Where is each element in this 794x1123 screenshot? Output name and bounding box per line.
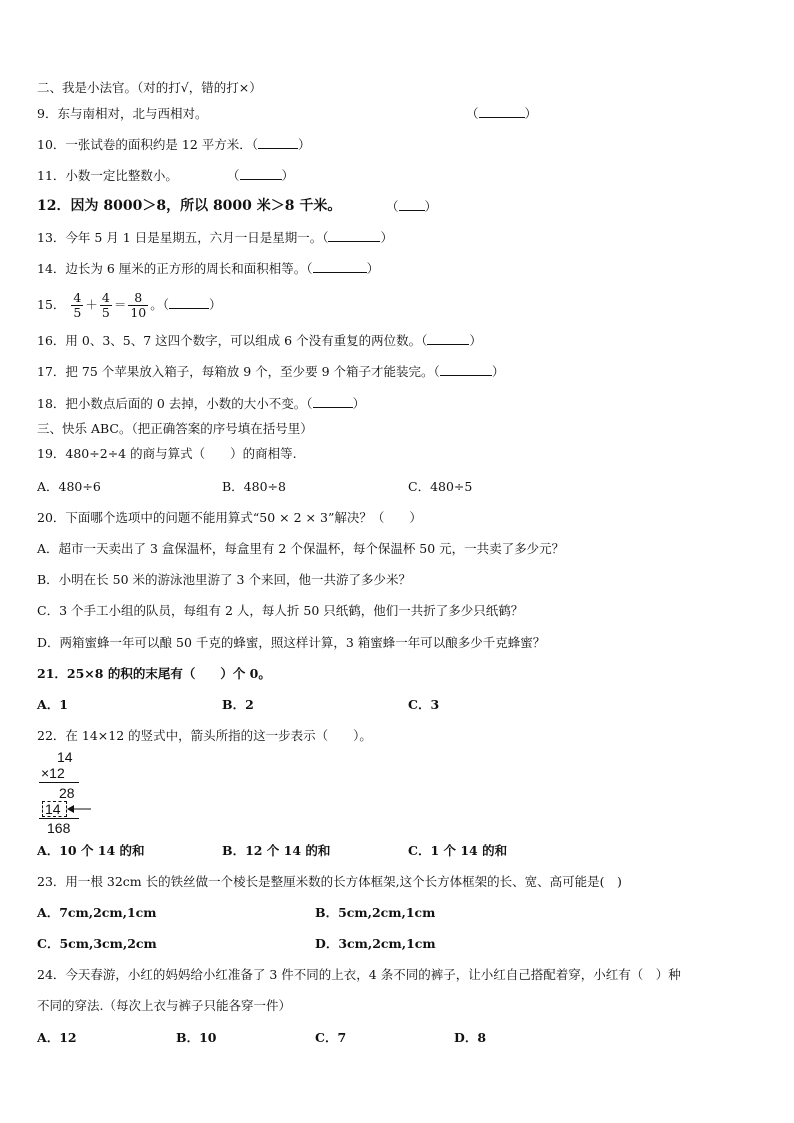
question-12 — [37, 198, 341, 214]
q24-option-d[interactable]: D．8 — [454, 1030, 487, 1045]
q18-body: 把小数点后面的 0 去掉，小数的大小不变。（ — [65, 396, 313, 411]
frac-c-denominator: 10 — [130, 305, 147, 320]
frac-b-denominator: 5 — [101, 305, 110, 320]
q19-option-a[interactable]: A．480÷6 — [37, 479, 101, 494]
partial-product-1: 28 — [59, 785, 75, 801]
q18-num: 18． — [37, 396, 66, 411]
fraction-8-10 — [128, 291, 148, 320]
q15-tail: 。（ — [150, 297, 169, 312]
q20-option-d[interactable]: D．两箱蜜蜂一年可以酿 50 千克的蜂蜜，照这样计算，3 箱蜜蜂一年可以酿多少千克蜂蜜？ — [37, 635, 546, 650]
q20-option-b[interactable]: B．小明在长 50 米的游泳池里游了 3 个来回，他一共游了多少米？ — [37, 572, 411, 587]
q24-option-b[interactable]: B．10 — [176, 1030, 217, 1045]
q14-body: 边长为 6 厘米的正方形的周长和面积相等。（ — [65, 261, 313, 276]
q17-blank[interactable] — [440, 364, 492, 376]
q12-body: 因为 8000＞8，所以 8000 米＞8 千米。 — [70, 198, 342, 214]
multiplicand: 14 — [57, 749, 73, 765]
q13-blank[interactable] — [328, 230, 380, 242]
question-13 — [37, 230, 393, 246]
q11-paren-open: （ — [227, 168, 240, 183]
q11-body: 小数一定比整数小。 — [65, 168, 178, 183]
q14-num: 14． — [37, 261, 66, 276]
section-2-heading: 二、我是小法官。（对的打√，错的打×） — [37, 80, 262, 95]
q24-option-c[interactable]: C．7 — [315, 1030, 347, 1045]
question-16 — [37, 333, 482, 349]
q9-answer-paren[interactable] — [466, 106, 537, 122]
equals-sign: ＝ — [113, 297, 127, 312]
q22-option-c[interactable]: C．1 个 14 的和 — [408, 843, 508, 858]
q12-blank[interactable] — [399, 199, 425, 211]
q10-paren-close: ） — [298, 137, 311, 152]
q16-num: 16． — [37, 333, 66, 348]
q18-blank[interactable] — [313, 396, 353, 408]
q22-option-a[interactable]: A．10 个 14 的和 — [37, 843, 145, 858]
question-14 — [37, 261, 379, 277]
q17-body: 把 75 个苹果放入箱子，每箱放 9 个，至少要 9 个箱子才能装完。（ — [65, 364, 440, 379]
final-product: 168 — [47, 820, 71, 836]
q22-option-b[interactable]: B．12 个 14 的和 — [222, 843, 331, 858]
question-24-stem-line2: 不同的穿法.（每次上衣与裤子只能各穿一件） — [37, 998, 291, 1013]
q13-body: 今年 5 月 1 日是星期五，六月一日是星期一。（ — [65, 230, 329, 245]
q15-paren-close: ） — [209, 297, 222, 312]
q11-num: 11． — [37, 168, 66, 183]
q12-paren-close: ） — [424, 199, 438, 214]
q13-paren-close: ） — [380, 230, 393, 245]
question-18 — [37, 396, 365, 412]
question-11 — [37, 168, 178, 184]
q23-option-c[interactable]: C．5cm,3cm,2cm — [37, 936, 157, 951]
q16-paren-close: ） — [469, 333, 482, 348]
frac-c-numerator: 8 — [128, 291, 148, 306]
q23-option-b[interactable]: B．5cm,2cm,1cm — [315, 905, 436, 920]
first-rule — [39, 782, 79, 783]
q9-paren-open: （ — [466, 106, 479, 121]
q16-blank[interactable] — [427, 333, 469, 345]
q20-option-a[interactable]: A．超市一天卖出了 3 盒保温杯，每盒里有 2 个保温杯，每个保温杯 50 元，一共卖了多少元？ — [37, 541, 565, 556]
question-15 — [37, 288, 222, 322]
fraction-4-5-b — [100, 291, 112, 320]
q11-blank[interactable] — [240, 168, 282, 180]
vertical-multiplication — [37, 750, 97, 836]
question-17 — [37, 364, 504, 380]
q17-num: 17． — [37, 364, 66, 379]
second-rule — [39, 818, 79, 819]
q12-paren-open: （ — [386, 199, 399, 214]
question-22-stem: 22．在 14×12 的竖式中，箭头所指的这一步表示（ ）。 — [37, 728, 372, 743]
partial-product-2: 14 — [45, 801, 61, 817]
q21-option-b[interactable]: B．2 — [222, 697, 254, 712]
q12-num: 12． — [37, 198, 71, 214]
frac-a-numerator: 4 — [73, 290, 82, 305]
q15-blank[interactable] — [169, 297, 209, 309]
q23-option-a[interactable]: A．7cm,2cm,1cm — [37, 905, 157, 920]
question-20-stem: 20．下面哪个选项中的问题不能用算式“50 × 2 × 3”解决？（ ） — [37, 510, 422, 525]
question-23-stem: 23．用一根 32cm 长的铁丝做一个棱长是整厘米数的长方体框架,这个长方体框架的长、宽、高可能是( ) — [37, 874, 622, 889]
section-3-heading: 三、快乐 ABC。（把正确答案的序号填在括号里） — [37, 421, 313, 436]
q18-paren-close: ） — [352, 396, 366, 411]
q11-paren-close: ） — [281, 168, 295, 183]
q24-option-a[interactable]: A．12 — [37, 1030, 77, 1045]
question-21-stem: 21．25×8 的积的末尾有（ ）个 0。 — [37, 666, 271, 681]
q21-option-c[interactable]: C．3 — [408, 697, 440, 712]
q11-answer-paren[interactable] — [227, 168, 294, 184]
question-24-stem-line1: 24．今天春游，小红的妈妈给小红准备了 3 件不同的上衣，4 条不同的裤子，让小红自己搭配着穿，小红有（ ）种 — [37, 967, 681, 982]
q19-option-b[interactable]: B．480÷8 — [222, 479, 286, 494]
q9-body: 东与南相对，北与西相对。 — [57, 106, 208, 121]
question-19-stem: 19．480÷2÷4 的商与算式（ ）的商相等. — [37, 446, 297, 461]
q16-body: 用 0、3、5、7 这四个数字，可以组成 6 个没有重复的两位数。（ — [65, 333, 428, 348]
q17-paren-close: ） — [491, 364, 505, 379]
q9-paren-close: ） — [524, 106, 538, 121]
q13-num: 13． — [37, 230, 66, 245]
q9-blank[interactable] — [479, 106, 525, 118]
q14-paren-close: ） — [366, 261, 380, 276]
q20-option-c[interactable]: C．3 个手工小组的队员，每组有 2 人，每人折 50 只纸鹤，他们一共折了多少只纸鹤？ — [37, 603, 524, 618]
frac-a-denominator: 5 — [73, 305, 82, 320]
q21-option-a[interactable]: A．1 — [37, 697, 68, 712]
arrow-left-icon — [67, 802, 91, 816]
frac-b-numerator: 4 — [101, 290, 110, 305]
q10-blank[interactable] — [258, 137, 298, 149]
q19-option-c[interactable]: C．480÷5 — [408, 479, 473, 494]
q15-num: 15． — [37, 297, 66, 312]
multiplier: ×12 — [41, 765, 65, 781]
fraction-4-5-a — [71, 291, 83, 320]
q14-blank[interactable] — [313, 261, 367, 273]
question-9 — [37, 106, 207, 122]
q23-option-d[interactable]: D．3cm,2cm,1cm — [315, 936, 436, 951]
q10-body: 一张试卷的面积约是 12 平方米．（ — [65, 137, 259, 152]
q10-num: 10． — [37, 137, 66, 152]
plus-sign: ＋ — [85, 297, 98, 312]
q9-text: 9． — [37, 106, 58, 121]
question-10 — [37, 137, 311, 153]
q12-answer-paren[interactable] — [386, 199, 437, 215]
